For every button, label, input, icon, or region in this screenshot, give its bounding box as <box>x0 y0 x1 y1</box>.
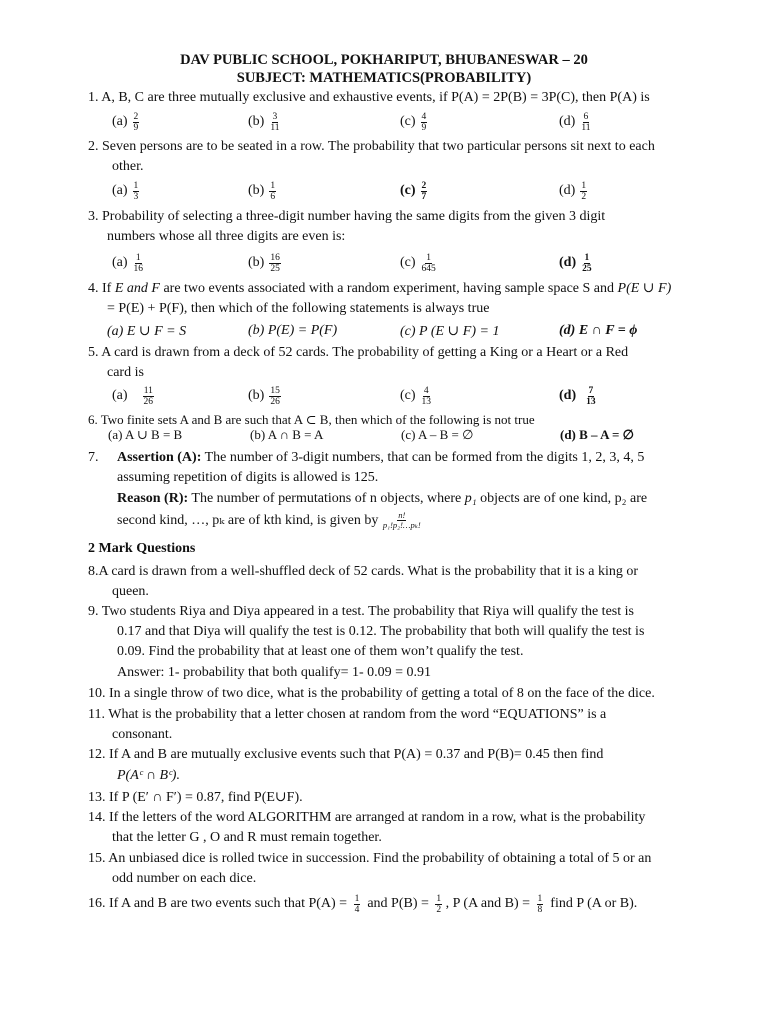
q5-option-b: (b) $\frac{15}{26}$ <box>248 385 280 407</box>
q11-text: 11. What is the probability that a letter chosen at random from the word “EQUATIONS” is a <box>88 707 607 722</box>
q4-option-d: (d) E ∩ F = ϕ <box>559 323 638 338</box>
q7-assertion: 7. Assertion (A): The number of 3-digit numbers, that can be formed from the digits 1, 2, 3, 4, 5 <box>88 450 645 465</box>
q3-option-c: (c) $\frac{1}{645}$ <box>400 252 436 274</box>
q3-option-b: (b) $\frac{16}{25}$ <box>248 252 280 274</box>
q5-option-a: (a) $\frac{11}{26}$ <box>112 385 154 407</box>
q5-option-c: (c) $\frac{4}{13}$ <box>400 385 432 407</box>
q9-text: 9. Two students Riya and Diya appeared in a test. The probability that Riya will qualify the test is <box>88 604 634 619</box>
q8-text-cont: queen. <box>112 584 149 599</box>
q6-option-b: (b) A ∩ B = A <box>250 427 324 442</box>
q1-options <box>112 109 712 135</box>
q3-option-d: (d) $\frac{1}{25}$ <box>559 252 592 274</box>
q8-text: 8.A card is drawn from a well-shuffled deck of 52 cards. What is the probability that it is a king or <box>88 564 639 579</box>
q7-reason: Reason (R): The number of permutations of n objects, where p₁ objects are of one kind, p₂ are <box>117 491 648 506</box>
q5-text-cont: card is <box>107 365 144 380</box>
q5-options <box>112 383 712 409</box>
q10-text: 10. In a single throw of two dice, what is the probability of getting a total of 8 on the face of the dice. <box>88 686 655 701</box>
q4-option-a: (a) E ∪ F = S <box>107 323 187 339</box>
q1-option-d: (d) $\frac{6}{11}$ <box>559 111 591 133</box>
q3-text: 3. Probability of selecting a three-digit number having the same digits from the given 3 digit <box>88 209 606 224</box>
q5-text: 5. A card is drawn from a deck of 52 cards. The probability of getting a King or a Heart or a Red <box>88 345 629 360</box>
q6-option-a: (a) A ∪ B = B <box>108 427 183 442</box>
q4-options <box>107 318 707 344</box>
subject-title: SUBJECT: MATHEMATICS(PROBABILITY) <box>236 70 532 86</box>
q13-text: 13. If P (E′ ∩ F′) = 0.87, find P(E∪F). <box>88 790 303 805</box>
q2-option-c: (c) $\frac{2}{7}$ <box>400 180 427 202</box>
q6-options <box>108 424 708 446</box>
q2-options <box>112 178 712 204</box>
q2-text: 2. Seven persons are to be seated in a row. The probability that two particular persons sit next to each <box>88 139 655 154</box>
q9-text-cont-1: 0.17 and that Diya will qualify the test is 0.12. The probability that both will qualify the test is <box>117 624 645 639</box>
q14-text: 14. If the letters of the word ALGORITHM are arranged at random in a row, what is the probability <box>88 810 646 825</box>
q1-text: 1. A, B, C are three mutually exclusive and exhaustive events, if P(A) = 2P(B) = 3P(C), then P(A) is <box>88 90 650 105</box>
q9-text-cont-2: 0.09. Find the probability that at least one of them won’t qualify the test. <box>117 644 524 659</box>
q12-expression: P(Aᶜ ∩ Bᶜ). <box>117 768 180 783</box>
q2-text-cont: other. <box>112 159 144 174</box>
q4-option-b: (b) P(E) = P(F) <box>248 323 338 338</box>
q1-option-c: (c) $\frac{4}{9}$ <box>400 111 427 133</box>
q12-text: 12. If A and B are mutually exclusive events such that P(A) = 0.37 and P(B)= 0.45 then find <box>88 747 604 762</box>
q15-text: 15. An unbiased dice is rolled twice in succession. Find the probability of obtaining a total of 5 or an <box>88 851 652 866</box>
q7-assertion-cont: assuming repetition of digits is allowed is 125. <box>117 470 379 485</box>
school-name: DAV PUBLIC SCHOOL, POKHARIPUT, BHUBANESWAR – 20 <box>180 52 588 68</box>
q4-text: 4. If E and F are two events associated with a random experiment, having sample space S and P(E ∪ F) <box>88 281 672 296</box>
q9-answer: Answer: 1- probability that both qualify= 1- 0.09 = 0.91 <box>117 665 432 680</box>
q1-option-a: (a) $\frac{2}{9}$ <box>112 111 139 133</box>
q2-option-b: (b) $\frac{1}{6}$ <box>248 180 276 202</box>
q7-reason-cont: second kind, …, pₖ are of kth kind, is given by $\frac{n!}{\text{p₁!p₂!…pₖ!}}$ <box>117 510 421 531</box>
q4-text-cont: = P(E) + P(F), then which of the following statements is always true <box>107 301 490 316</box>
q5-option-d: (d) $\frac{7}{13}$ <box>559 385 596 407</box>
q3-text-cont: numbers whose all three digits are even is: <box>107 229 346 244</box>
q1-option-b: (b) $\frac{3}{11}$ <box>248 111 280 133</box>
q11-text-cont: consonant. <box>112 727 173 742</box>
q6-option-d: (d) B – A = ∅ <box>560 427 634 442</box>
q6-text: 6. Two finite sets A and B are such that A ⊂ B, then which of the following is not true <box>88 412 535 427</box>
q15-text-cont: odd number on each dice. <box>112 871 257 886</box>
q3-option-a: (a) $\frac{1}{16}$ <box>112 252 144 274</box>
q2-option-a: (a) $\frac{1}{3}$ <box>112 180 139 202</box>
section-2-mark-heading: 2 Mark Questions <box>88 541 196 556</box>
q4-option-c: (c) P (E ∪ F) = 1 <box>400 323 500 339</box>
q6-option-c: (c) A – B = ∅ <box>401 427 474 442</box>
q16-text: 16. If A and B are two events such that P(A) = $\frac{1}{4}$ and P(B) = $\frac{1}{2}$ , P (A and B) = $\frac{1}{8}$ find P (A or B). <box>88 893 638 915</box>
q3-options <box>112 250 712 276</box>
q14-text-cont: that the letter G , O and R must remain together. <box>112 830 382 845</box>
q2-option-d: (d) $\frac{1}{2}$ <box>559 180 587 202</box>
